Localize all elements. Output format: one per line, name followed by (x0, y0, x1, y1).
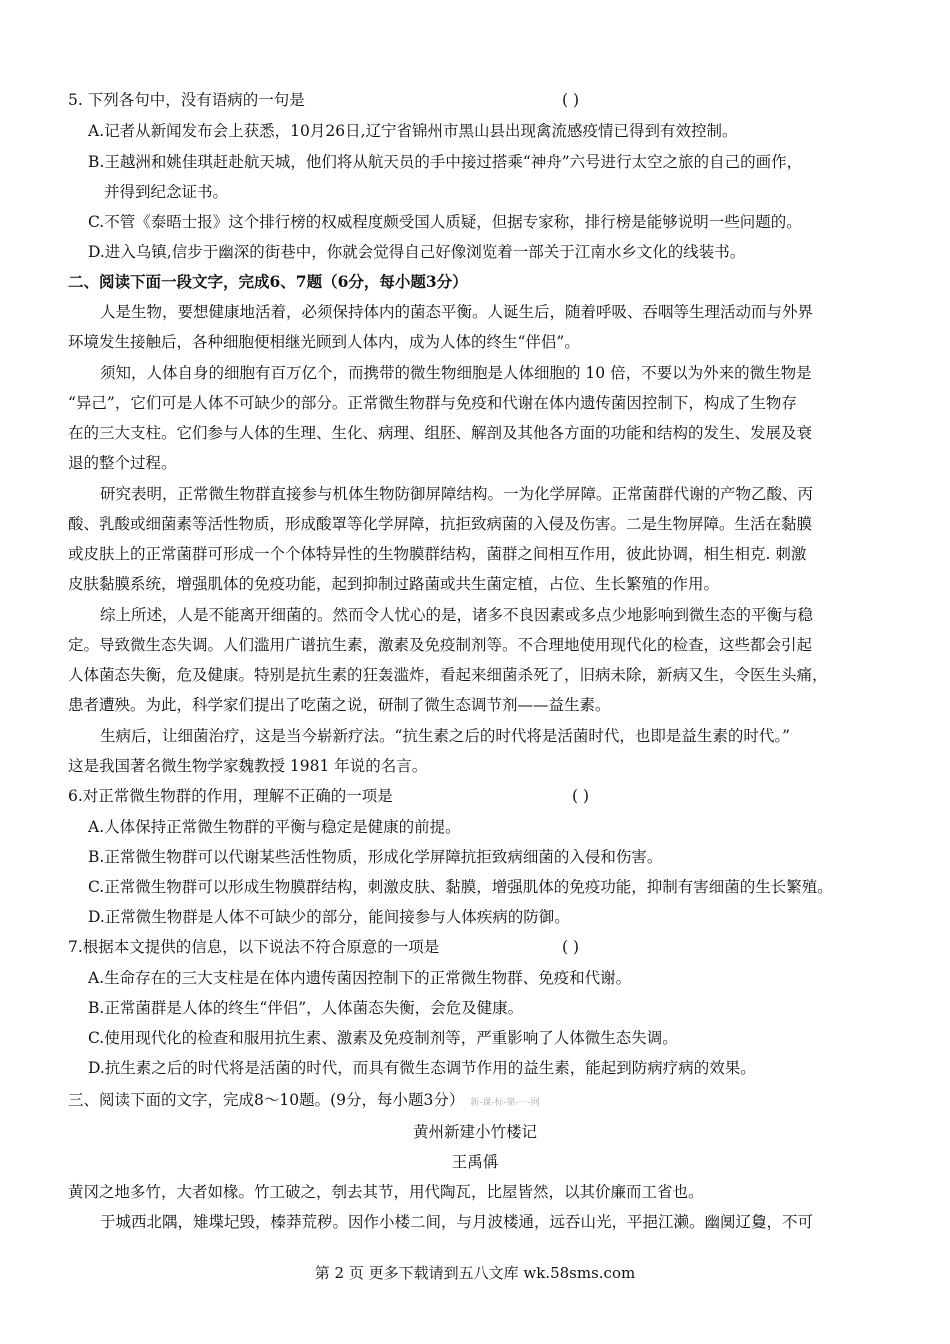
essay-p1: 黄冈之地多竹，大者如椽。竹工破之，刳去其节，用代陶瓦，比屋皆然，以其价廉而工省也。 (68, 1183, 704, 1201)
q5-stem: 5. 下列各句中，没有语病的一句是 (68, 91, 305, 109)
q5-option-a: A.记者从新闻发布会上获悉，10月26日,辽宁省锦州市黑山县出现禽流感疫情已得到有效控制。 (88, 122, 738, 140)
passage-p2-line3: 在的三大支柱。它们参与人体的生理、生化、病理、组胚、解剖及其他各方面的功能和结构的发生、发展及衰 (68, 424, 813, 442)
passage-p5-line2: 这是我国著名微生物学家魏教授 1981 年说的名言。 (68, 757, 428, 775)
q7-option-b: B.正常菌群是人体的终生“伴侣”，人体菌态失衡，会危及健康。 (88, 999, 524, 1017)
q5-option-c: C.不管《泰晤士报》这个排行榜的权威程度颇受国人质疑，但据专家称，排行榜是能够说明一些问题的。 (88, 213, 802, 231)
q6-option-d: D.正常微生物群是人体不可缺少的部分，能间接参与人体疾病的防御。 (88, 908, 570, 926)
passage-p4-line3: 人体菌态失衡，危及健康。特别是抗生素的狂轰滥炸，看起来细菌杀死了，旧病未除，新病又生，令医生头痛， (68, 666, 828, 684)
passage-p1-line2: 环境发生接触后，各种细胞便相继光顾到人体内，成为人体的终生“伴侣”。 (68, 333, 580, 351)
passage-p4-line2: 定。导致微生态失调。人们滥用广谱抗生素，激素及免疫制剂等。不合理地使用现代化的检查，这些都会引起 (68, 636, 813, 654)
q7-option-d: D.抗生素之后的时代将是活菌的时代，而具有微生态调节作用的益生素，能起到防病疗病的效果。 (88, 1059, 756, 1077)
section2-heading: 二、阅读下面一段文字，完成6、7题（6分，每小题3分） (68, 272, 468, 291)
q7-answer-paren: ( ) (562, 938, 580, 956)
q6-option-c: C.正常微生物群可以形成生物膜群结构，刺激皮肤、黏膜，增强肌体的免疫功能，抑制有害细菌的生长繁殖。 (88, 878, 833, 896)
q7-stem: 7.根据本文提供的信息，以下说法不符合原意的一项是 (68, 938, 440, 956)
q6-option-a: A.人体保持正常微生物群的平衡与稳定是健康的前提。 (88, 818, 461, 836)
watermark: 新-课-标-第-一-网 (470, 1098, 540, 1108)
passage-p4-line4: 患者遭殃。为此，科学家们提出了吃菌之说，研制了微生态调节剂——益生素。 (68, 696, 611, 714)
passage-p4-line1: 综上所述，人是不能离开细菌的。然而令人忧心的是，诸多不良因素或多点少地影响到微生态的平衡与稳 (100, 606, 814, 624)
q6-answer-paren: ( ) (572, 787, 590, 805)
q6-option-b: B.正常微生物群可以代谢某些活性物质，形成化学屏障抗拒致病细菌的入侵和伤害。 (88, 848, 663, 866)
passage-p3-line1: 研究表明，正常微生物群直接参与机体生物防御屏障结构。一为化学屏障。正常菌群代谢的产物乙酸、丙 (100, 485, 814, 503)
section3-heading-text: 三、阅读下面的文字，完成8～10题。(9分，每小题3分） (68, 1091, 465, 1109)
passage-p1-line1: 人是生物，要想健康地活着，必须保持体内的菌态平衡。人诞生后，随着呼吸、吞咽等生理活动而与外界 (100, 303, 814, 321)
q7-option-a: A.生命存在的三大支柱是在体内遗传菌因控制下的正常微生物群、免疫和代谢。 (88, 969, 632, 987)
q5-answer-paren: ( ) (562, 91, 580, 109)
passage-p3-line2: 酸、乳酸或细菌素等活性物质，形成酸罩等化学屏障，抗拒致病菌的入侵及伤害。二是生物屏障。生活在黏膜 (68, 515, 813, 533)
essay-p2: 于城西北隅，雉堞圮毁，榛莽荒秽。因作小楼二间，与月波楼通，远吞山光，平挹江濑。幽阒辽敻，不可 (100, 1213, 814, 1231)
passage-p5-line1: 生病后，让细菌治疗，这是当今崭新疗法。“抗生素之后的时代将是活菌时代，也即是益生素的时代。” (100, 727, 791, 745)
q5-option-b-cont: 并得到纪念证书。 (104, 183, 229, 201)
section3-heading (68, 1090, 888, 1113)
q7-option-c: C.使用现代化的检查和服用抗生素、激素及免疫制剂等，严重影响了人体微生态失调。 (88, 1029, 678, 1047)
passage-p2-line1: 须知，人体自身的细胞有百万亿个，而携带的微生物细胞是人体细胞的 10 倍，不要以为外来的微生物是 (100, 364, 812, 382)
essay-title: 黄州新建小竹楼记 (412, 1123, 537, 1141)
page-footer: 第 2 页 更多下载请到五八文库 wk.58sms.com (314, 1264, 636, 1282)
passage-p3-line4: 皮肤黏膜系统，增强肌体的免疫功能，起到抑制过路菌或共生菌定植，占位、生长繁殖的作用。 (68, 575, 720, 593)
passage-p3-line3: 或皮肤上的正常菌群可形成一个个体特异性的生物膜群结构，菌群之间相互作用，彼此协调，相生相克. 刺激 (68, 545, 807, 563)
q6-stem: 6.对正常微生物群的作用，理解不正确的一项是 (68, 787, 393, 805)
essay-author: 王禹偁 (451, 1153, 499, 1171)
q5-option-b: B.王越洲和姚佳琪赶赴航天城，他们将从航天员的手中接过搭乘“神舟”六号进行太空之旅的自己的画作， (88, 153, 803, 171)
passage-p2-line2: “异己”，它们可是人体不可缺少的部分。正常微生物群与免疫和代谢在体内遗传菌因控制下，构成了生物存 (68, 394, 797, 412)
passage-p2-line4: 退的整个过程。 (68, 454, 177, 472)
q5-option-d: D.进入乌镇,信步于幽深的街巷中，你就会觉得自己好像浏览着一部关于江南水乡文化的线装书。 (88, 243, 746, 261)
